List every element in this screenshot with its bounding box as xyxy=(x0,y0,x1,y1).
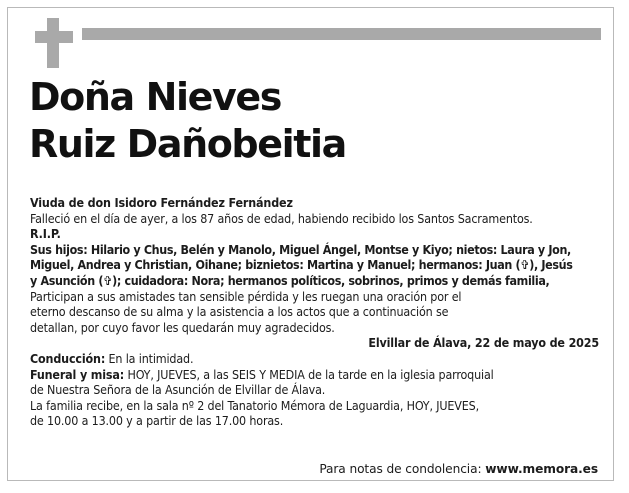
widow-line: Viuda de don Isidoro Fernández Fernández xyxy=(30,195,293,210)
funeral-line-2: de Nuestra Señora de la Asunción de Elvillar de Álava. xyxy=(30,382,326,398)
family-line-1: Sus hijos: Hilario y Chus, Belén y Manolo, Miguel Ángel, Montse y Kiyo; nietos: Laura y Jon, xyxy=(30,241,571,257)
family-line-3: y Asunción (✞); cuidadora: Nora; hermanos políticos, sobrinos, primos y demás familia, xyxy=(30,272,550,288)
deceased-name xyxy=(29,74,346,168)
conduction-line xyxy=(30,351,610,367)
family-line-2: Miguel, Andrea y Christian, Oihane; biznietos: Martina y Manuel; hermanos: Juan (✞), Jesús xyxy=(30,257,573,273)
funeral-line-1 xyxy=(30,367,610,383)
place-date: Elvillar de Álava, 22 de mayo de 2025 xyxy=(368,335,599,351)
name-line-1: Doña Nieves xyxy=(29,75,281,119)
condolence-footer xyxy=(319,462,598,476)
obituary-notice xyxy=(7,7,614,481)
reception-line-1: La familia recibe, en la sala nº 2 del Tanatorio Mémora de Laguardia, HOY, JUEVES, xyxy=(30,397,479,413)
latin-cross-icon xyxy=(35,18,73,68)
death-line: Falleció en el día de ayer, a los 87 años de edad, habiendo recibido los Santos Sacramentos. xyxy=(30,210,533,226)
condolence-label: Para notas de condolencia: xyxy=(319,462,482,476)
condolence-link[interactable]: www.memora.es xyxy=(485,462,598,476)
request-line-2: eterno descanso de su alma y la asistencia a los actos que a continuación se xyxy=(30,304,449,320)
funeral-value-1: HOY, JUEVES, a las SEIS Y MEDIA de la tarde en la iglesia parroquial xyxy=(127,366,494,382)
reception-line-2: de 10.00 a 13.00 y a partir de las 17.00 horas. xyxy=(30,413,284,429)
request-line-3: detallan, por cuyo favor les quedarán muy agradecidos. xyxy=(30,319,335,335)
request-line-1: Participan a sus amistades tan sensible pérdida y les ruegan una oración por el xyxy=(30,288,462,304)
notice-body xyxy=(30,195,610,429)
conduction-label: Conducción: xyxy=(30,350,106,366)
conduction-value: En la intimidad. xyxy=(108,350,194,366)
rip-line: R.I.P. xyxy=(30,226,61,242)
header-bar xyxy=(82,28,601,40)
name-line-2: Ruiz Dañobeitia xyxy=(29,122,346,166)
funeral-label: Funeral y misa: xyxy=(30,366,125,382)
